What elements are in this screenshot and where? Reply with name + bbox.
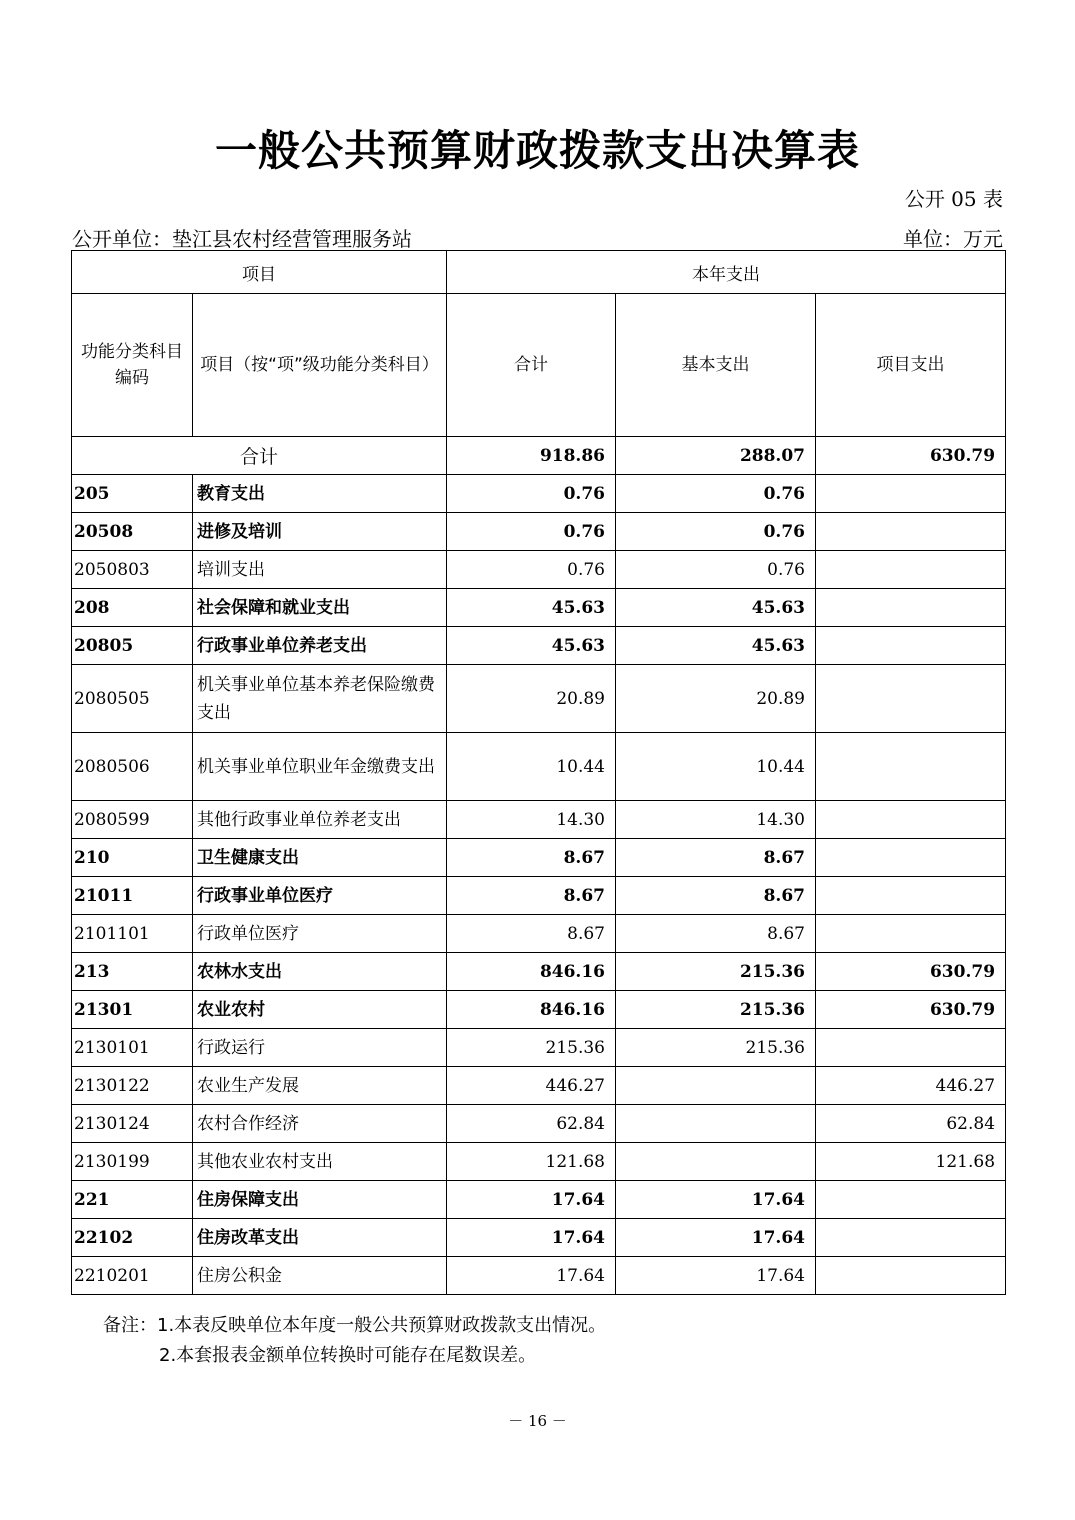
- row-code: 2050803: [72, 551, 193, 589]
- row-code: 21011: [72, 877, 193, 915]
- table-row: [72, 513, 1006, 551]
- row-total: 121.68: [447, 1143, 616, 1181]
- row-code: 2080506: [72, 733, 193, 801]
- row-total: 215.36: [447, 1029, 616, 1067]
- row-name: 机关事业单位基本养老保险缴费支出: [193, 665, 447, 733]
- row-project: 630.79: [816, 991, 1006, 1029]
- row-basic: 17.64: [616, 1257, 816, 1295]
- row-code: 221: [72, 1181, 193, 1219]
- table-row: [72, 1219, 1006, 1257]
- total-label: 合计: [72, 437, 447, 475]
- row-basic: [616, 1105, 816, 1143]
- row-total: 446.27: [447, 1067, 616, 1105]
- row-code: 20508: [72, 513, 193, 551]
- row-basic: 8.67: [616, 877, 816, 915]
- row-project: [816, 801, 1006, 839]
- row-basic: 45.63: [616, 627, 816, 665]
- table-row: [72, 589, 1006, 627]
- row-total: 14.30: [447, 801, 616, 839]
- row-name: 住房公积金: [193, 1257, 447, 1295]
- row-total: 17.64: [447, 1219, 616, 1257]
- header-project: 项目: [72, 251, 447, 294]
- row-code: 2130124: [72, 1105, 193, 1143]
- row-project: [816, 513, 1006, 551]
- header-year-expense: 本年支出: [447, 251, 1006, 294]
- header-basic: 基本支出: [616, 294, 816, 437]
- row-total: 45.63: [447, 627, 616, 665]
- table-row: [72, 733, 1006, 801]
- table-row: [72, 1257, 1006, 1295]
- table-row: [72, 991, 1006, 1029]
- row-code: 2130122: [72, 1067, 193, 1105]
- row-project: 446.27: [816, 1067, 1006, 1105]
- row-code: 2210201: [72, 1257, 193, 1295]
- row-total: 0.76: [447, 475, 616, 513]
- row-project: [816, 551, 1006, 589]
- row-project: [816, 1219, 1006, 1257]
- row-total: 62.84: [447, 1105, 616, 1143]
- table-row: [72, 627, 1006, 665]
- row-project: [816, 877, 1006, 915]
- total-sum: 918.86: [447, 437, 616, 475]
- row-project: [816, 915, 1006, 953]
- row-total: 10.44: [447, 733, 616, 801]
- row-code: 2130199: [72, 1143, 193, 1181]
- row-basic: 215.36: [616, 953, 816, 991]
- table-header-row-2: [72, 294, 1006, 437]
- row-project: 121.68: [816, 1143, 1006, 1181]
- row-project: [816, 1181, 1006, 1219]
- row-project: [816, 1029, 1006, 1067]
- row-name: 进修及培训: [193, 513, 447, 551]
- row-code: 2080505: [72, 665, 193, 733]
- row-code: 205: [72, 475, 193, 513]
- row-name: 其他农业农村支出: [193, 1143, 447, 1181]
- table-row: [72, 1105, 1006, 1143]
- row-code: 20805: [72, 627, 193, 665]
- table-row: [72, 839, 1006, 877]
- currency-unit: 单位：万元: [903, 227, 1003, 251]
- row-total: 17.64: [447, 1257, 616, 1295]
- page-number: － 16 －: [508, 1412, 567, 1430]
- row-basic: 0.76: [616, 513, 816, 551]
- row-name: 教育支出: [193, 475, 447, 513]
- table-row: [72, 665, 1006, 733]
- row-basic: 17.64: [616, 1219, 816, 1257]
- row-code: 213: [72, 953, 193, 991]
- row-basic: 45.63: [616, 589, 816, 627]
- row-name: 住房改革支出: [193, 1219, 447, 1257]
- header-code: 功能分类科目编码: [72, 294, 193, 437]
- row-basic: [616, 1143, 816, 1181]
- row-code: 2130101: [72, 1029, 193, 1067]
- header-name: 项目（按“项”级功能分类科目）: [193, 294, 447, 437]
- row-name: 行政事业单位医疗: [193, 877, 447, 915]
- row-total: 8.67: [447, 877, 616, 915]
- row-code: 2080599: [72, 801, 193, 839]
- row-name: 行政事业单位养老支出: [193, 627, 447, 665]
- row-total: 45.63: [447, 589, 616, 627]
- row-code: 22102: [72, 1219, 193, 1257]
- row-project: [816, 589, 1006, 627]
- row-project: [816, 1257, 1006, 1295]
- header-total: 合计: [447, 294, 616, 437]
- row-project: [816, 839, 1006, 877]
- row-basic: 17.64: [616, 1181, 816, 1219]
- row-name: 其他行政事业单位养老支出: [193, 801, 447, 839]
- row-total: 0.76: [447, 513, 616, 551]
- table-body: [72, 475, 1006, 1295]
- row-code: 2101101: [72, 915, 193, 953]
- table-row: [72, 877, 1006, 915]
- row-project: [816, 627, 1006, 665]
- reporting-unit: 公开单位：垫江县农村经营管理服务站: [72, 227, 412, 251]
- row-name: 机关事业单位职业年金缴费支出: [193, 733, 447, 801]
- table-row: [72, 915, 1006, 953]
- row-project: [816, 665, 1006, 733]
- row-total: 846.16: [447, 991, 616, 1029]
- total-project: 630.79: [816, 437, 1006, 475]
- table-row: [72, 1181, 1006, 1219]
- table-header-row-1: [72, 251, 1006, 294]
- row-code: 21301: [72, 991, 193, 1029]
- table-row: [72, 551, 1006, 589]
- table-row: [72, 1143, 1006, 1181]
- row-basic: 215.36: [616, 1029, 816, 1067]
- row-basic: 8.67: [616, 915, 816, 953]
- row-basic: 0.76: [616, 475, 816, 513]
- row-basic: 215.36: [616, 991, 816, 1029]
- note-1: 备注：1.本表反映单位本年度一般公共预算财政拨款支出情况。: [103, 1315, 607, 1336]
- row-basic: 14.30: [616, 801, 816, 839]
- row-name: 培训支出: [193, 551, 447, 589]
- expenditure-table: [71, 250, 1006, 1295]
- header-project-expense: 项目支出: [816, 294, 1006, 437]
- row-code: 208: [72, 589, 193, 627]
- row-project: [816, 475, 1006, 513]
- table-row: [72, 475, 1006, 513]
- total-row: [72, 437, 1006, 475]
- row-name: 农业农村: [193, 991, 447, 1029]
- row-name: 住房保障支出: [193, 1181, 447, 1219]
- row-total: 846.16: [447, 953, 616, 991]
- page-title: 一般公共预算财政拨款支出决算表: [214, 126, 860, 175]
- row-basic: 20.89: [616, 665, 816, 733]
- row-basic: [616, 1067, 816, 1105]
- row-total: 8.67: [447, 915, 616, 953]
- row-total: 0.76: [447, 551, 616, 589]
- notes: [103, 1311, 606, 1371]
- table-row: [72, 801, 1006, 839]
- row-project: 62.84: [816, 1105, 1006, 1143]
- row-name: 农林水支出: [193, 953, 447, 991]
- row-code: 210: [72, 839, 193, 877]
- row-name: 行政运行: [193, 1029, 447, 1067]
- table-row: [72, 1067, 1006, 1105]
- table-row: [72, 953, 1006, 991]
- row-basic: 8.67: [616, 839, 816, 877]
- row-name: 行政单位医疗: [193, 915, 447, 953]
- row-total: 8.67: [447, 839, 616, 877]
- row-total: 17.64: [447, 1181, 616, 1219]
- total-basic: 288.07: [616, 437, 816, 475]
- row-name: 农业生产发展: [193, 1067, 447, 1105]
- note-2: 2.本套报表金额单位转换时可能存在尾数误差。: [159, 1345, 537, 1366]
- row-total: 20.89: [447, 665, 616, 733]
- row-project: [816, 733, 1006, 801]
- row-name: 卫生健康支出: [193, 839, 447, 877]
- row-basic: 10.44: [616, 733, 816, 801]
- row-name: 社会保障和就业支出: [193, 589, 447, 627]
- form-number: 公开 05 表: [904, 187, 1003, 211]
- row-name: 农村合作经济: [193, 1105, 447, 1143]
- row-basic: 0.76: [616, 551, 816, 589]
- table-row: [72, 1029, 1006, 1067]
- row-project: 630.79: [816, 953, 1006, 991]
